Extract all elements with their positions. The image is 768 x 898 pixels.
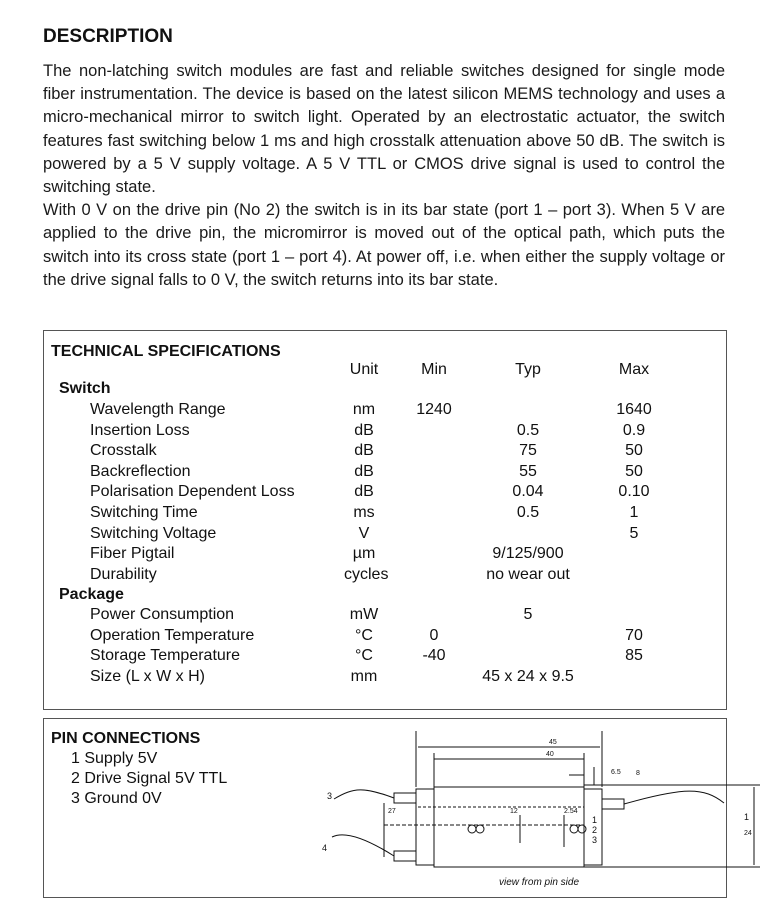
spec-max: 0.10 [618,483,650,501]
spec-max: 85 [625,647,643,665]
spec-typ: 55 [519,462,537,480]
spec-unit: mW [349,606,379,623]
spec-name: Size (L x W x H) [90,667,205,685]
spec-unit: dB [354,421,374,439]
spec-name: Crosstalk [90,442,157,460]
package-row [44,606,728,627]
spec-unit: V [358,524,370,542]
dim-24-label: 24 [744,830,752,837]
pin-2-label: 2 [592,825,598,835]
package-row [44,627,728,648]
spec-unit: °C [355,626,373,644]
switch-row [44,422,728,443]
spec-name: Switching Voltage [90,524,217,542]
spec-typ: 0.5 [516,504,540,521]
spec-name: Polarisation Dependent Loss [90,483,295,501]
spec-unit: dB [354,462,374,480]
spec-max: 50 [625,462,643,480]
spec-typ: 5 [523,606,533,623]
dim-2-54-label: 2.54 [564,808,578,815]
dim-40-label: 40 [546,751,554,758]
spec-max: 1 [629,504,639,521]
spec-max: 70 [625,626,643,644]
dim-6-5-label: 6.5 [611,769,621,776]
switch-row [44,442,728,463]
spec-typ: 45 x 24 x 9.5 [482,667,574,685]
package-row [44,647,728,668]
spec-unit: ms [353,504,375,521]
section-switch: Switch [59,380,111,397]
spec-typ: 75 [519,442,537,460]
spec-name: Switching Time [90,504,198,521]
description-heading: DESCRIPTION [43,26,173,47]
pin-connections-box [43,718,752,898]
pin-item-1: 1 Supply 5V [71,750,158,767]
pin-1-label: 1 [592,815,598,825]
spec-unit: mm [350,667,378,685]
description-paragraph-2: With 0 V on the drive pin (No 2) the switch is in its bar state (port 1 – port 3). When 5 V are applied to the drive pin, the micromirror is moved out of the optical path, which puts the switch into its cross state (port 1 – port 4). At power off, i.e. when either the supply voltage or the drive signal falls to 0 V, the switch returns into its bar state. [43,201,725,289]
spec-max: 1640 [616,401,652,418]
technical-specifications-box [43,330,727,710]
spec-typ: 0.5 [516,421,540,439]
specs-title: TECHNICAL SPECIFICATIONS [51,343,281,360]
description-paragraph-1: The non-latching switch modules are fast and reliable switches designed for single mode fiber instrumentation. The device is based on the latest silicon MEMS technology and uses a micro-mechanical mirror to switch light. Operated by an electrostatic actuator, the switch features fast switching below 1 ms and high crosstalk attenuation above 50 dB. The switch is powered by a 5 V supply voltage. A 5 V TTL or CMOS drive signal is used to control the switching state. [43,62,725,197]
switch-row [44,483,728,504]
col-header-unit: Unit [349,361,379,378]
pin-item-2: 2 Drive Signal 5V TTL [71,770,228,787]
spec-unit: dB [354,442,374,460]
col-header-max: Max [618,361,650,378]
dim-45-label: 45 [549,739,557,746]
spec-typ: no wear out [486,565,570,583]
port-1-label: 1 [744,812,750,822]
spec-unit: °C [355,647,373,665]
switch-row [44,545,728,566]
spec-max: 5 [629,524,639,542]
spec-unit: dB [354,483,374,501]
spec-unit: µm [352,545,376,563]
drawing-caption: view from pin side [499,877,580,888]
spec-name: Fiber Pigtail [90,545,175,563]
spec-max: 0.9 [622,421,646,439]
spec-name: Operation Temperature [90,626,255,644]
port-4-label: 4 [322,843,328,853]
switch-row [44,463,728,484]
spec-unit: nm [352,401,376,418]
spec-name: Power Consumption [90,606,235,623]
dim-12-label: 12 [510,808,518,815]
spec-typ: 0.04 [512,483,544,501]
spec-name: Storage Temperature [90,647,241,665]
spec-unit: cycles [344,565,389,583]
spec-max: 50 [625,442,643,460]
section-package: Package [59,586,124,603]
spec-min: -40 [422,647,446,665]
spec-name: Insertion Loss [90,421,190,439]
mechanical-drawing [284,727,752,895]
pin-3-label: 3 [592,835,598,845]
switch-row [44,504,728,525]
col-header-min: Min [421,361,447,378]
pins-title: PIN CONNECTIONS [51,730,201,747]
spec-min: 0 [429,626,439,644]
spec-name: Backreflection [90,462,191,480]
col-header-typ: Typ [515,361,541,378]
switch-row [44,525,728,546]
spec-name: Durability [90,565,157,583]
pin-item-3: 3 Ground 0V [71,790,162,807]
dim-27-label: 27 [388,808,396,815]
switch-row [44,566,728,587]
port-3-label: 3 [327,791,333,801]
spec-name: Wavelength Range [90,401,226,418]
dim-8-label: 8 [636,770,640,777]
package-row [44,668,728,689]
spec-min: 1240 [416,401,452,418]
switch-row [44,401,728,422]
spec-typ: 9/125/900 [492,545,564,563]
description-body [43,60,725,292]
